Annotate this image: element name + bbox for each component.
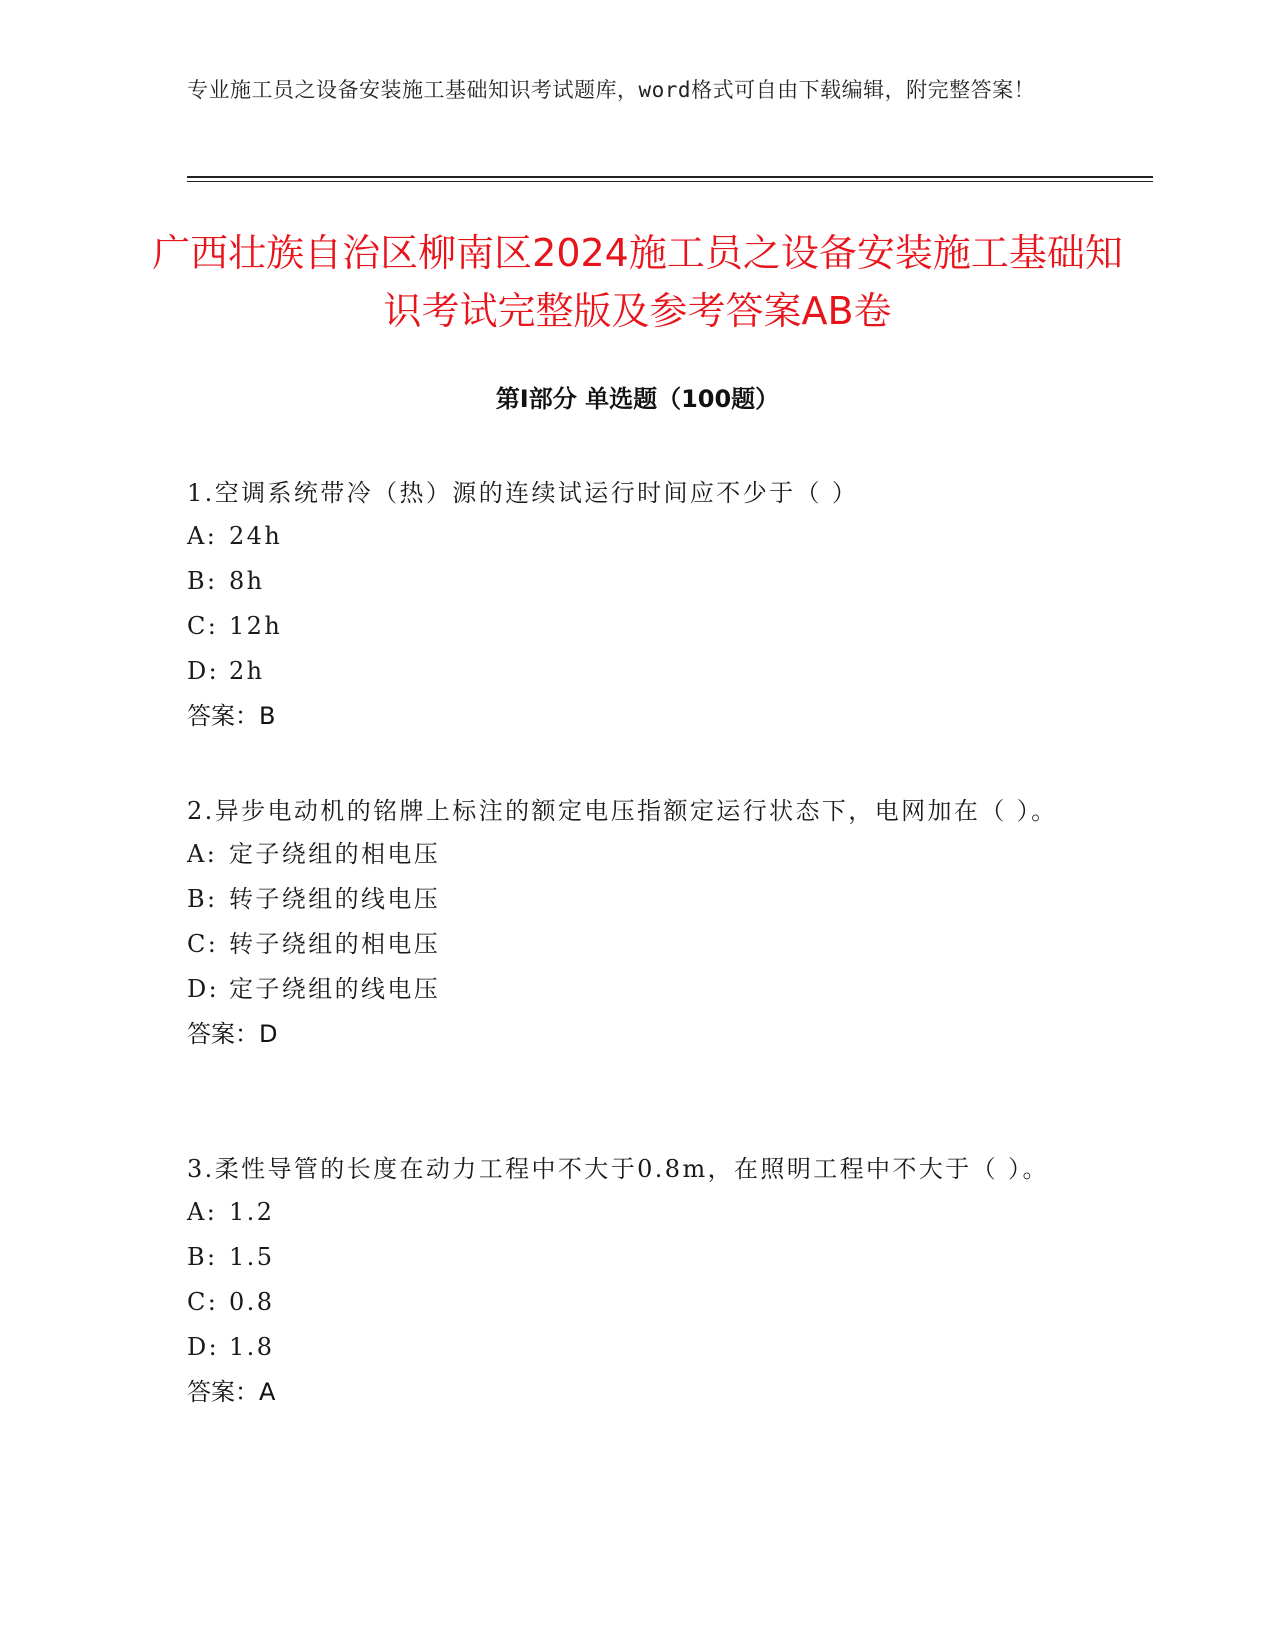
header-divider-thin — [187, 181, 1153, 182]
option-text: 1.2 — [229, 1198, 275, 1226]
option-d — [187, 1325, 1067, 1370]
option-key: A: — [187, 840, 218, 868]
question-1 — [187, 472, 1067, 738]
option-c — [187, 604, 1067, 649]
question-3 — [187, 1148, 1067, 1414]
option-key: B: — [187, 1243, 218, 1271]
option-text: 0.8 — [229, 1288, 275, 1316]
header-note: 专业施工员之设备安装施工基础知识考试题库，word格式可自由下载编辑，附完整答案！ — [187, 78, 1036, 102]
option-key: B: — [187, 567, 218, 595]
option-text: 定子绕组的相电压 — [229, 840, 441, 868]
option-text: 1.8 — [229, 1333, 275, 1361]
question-stem: 3.柔性导管的长度在动力工程中不大于0.8m，在照明工程中不大于（ ）。 — [187, 1155, 1049, 1183]
option-key: A: — [187, 522, 218, 550]
option-b — [187, 1235, 1067, 1280]
option-d — [187, 967, 1067, 1012]
option-key: C: — [187, 930, 219, 958]
option-b — [187, 559, 1067, 604]
question-stem: 1.空调系统带冷（热）源的连续试运行时间应不少于（ ） — [187, 479, 859, 507]
section-title: 第Ⅰ部分 单选题（100题） — [495, 385, 780, 413]
option-text: 24h — [229, 522, 283, 550]
option-key: C: — [187, 612, 219, 640]
option-d — [187, 649, 1067, 694]
option-key: A: — [187, 1198, 218, 1226]
option-text: 2h — [229, 657, 265, 685]
option-c — [187, 1280, 1067, 1325]
answer: 答案：A — [187, 1378, 276, 1406]
option-key: B: — [187, 885, 218, 913]
option-text: 8h — [229, 567, 265, 595]
answer: 答案：D — [187, 1020, 278, 1048]
document-title: 广西壮族自治区柳南区2024施工员之设备安装施工基础知识考试完整版及参考答案AB卷 — [152, 231, 1123, 333]
option-text: 转子绕组的相电压 — [229, 930, 441, 958]
option-key: D: — [187, 657, 220, 685]
option-text: 1.5 — [229, 1243, 275, 1271]
question-2 — [187, 790, 1067, 1056]
option-a — [187, 514, 1067, 559]
option-key: D: — [187, 975, 220, 1003]
option-text: 转子绕组的线电压 — [229, 885, 441, 913]
option-a — [187, 1190, 1067, 1235]
option-key: C: — [187, 1288, 219, 1316]
answer: 答案：B — [187, 702, 276, 730]
option-a — [187, 832, 1067, 877]
option-key: D: — [187, 1333, 220, 1361]
option-b — [187, 877, 1067, 922]
option-text: 定子绕组的线电压 — [229, 975, 441, 1003]
question-stem: 2.异步电动机的铭牌上标注的额定电压指额定运行状态下，电网加在（ ）。 — [187, 797, 1058, 825]
option-text: 12h — [229, 612, 283, 640]
option-c — [187, 922, 1067, 967]
header-divider-thick — [187, 176, 1153, 178]
